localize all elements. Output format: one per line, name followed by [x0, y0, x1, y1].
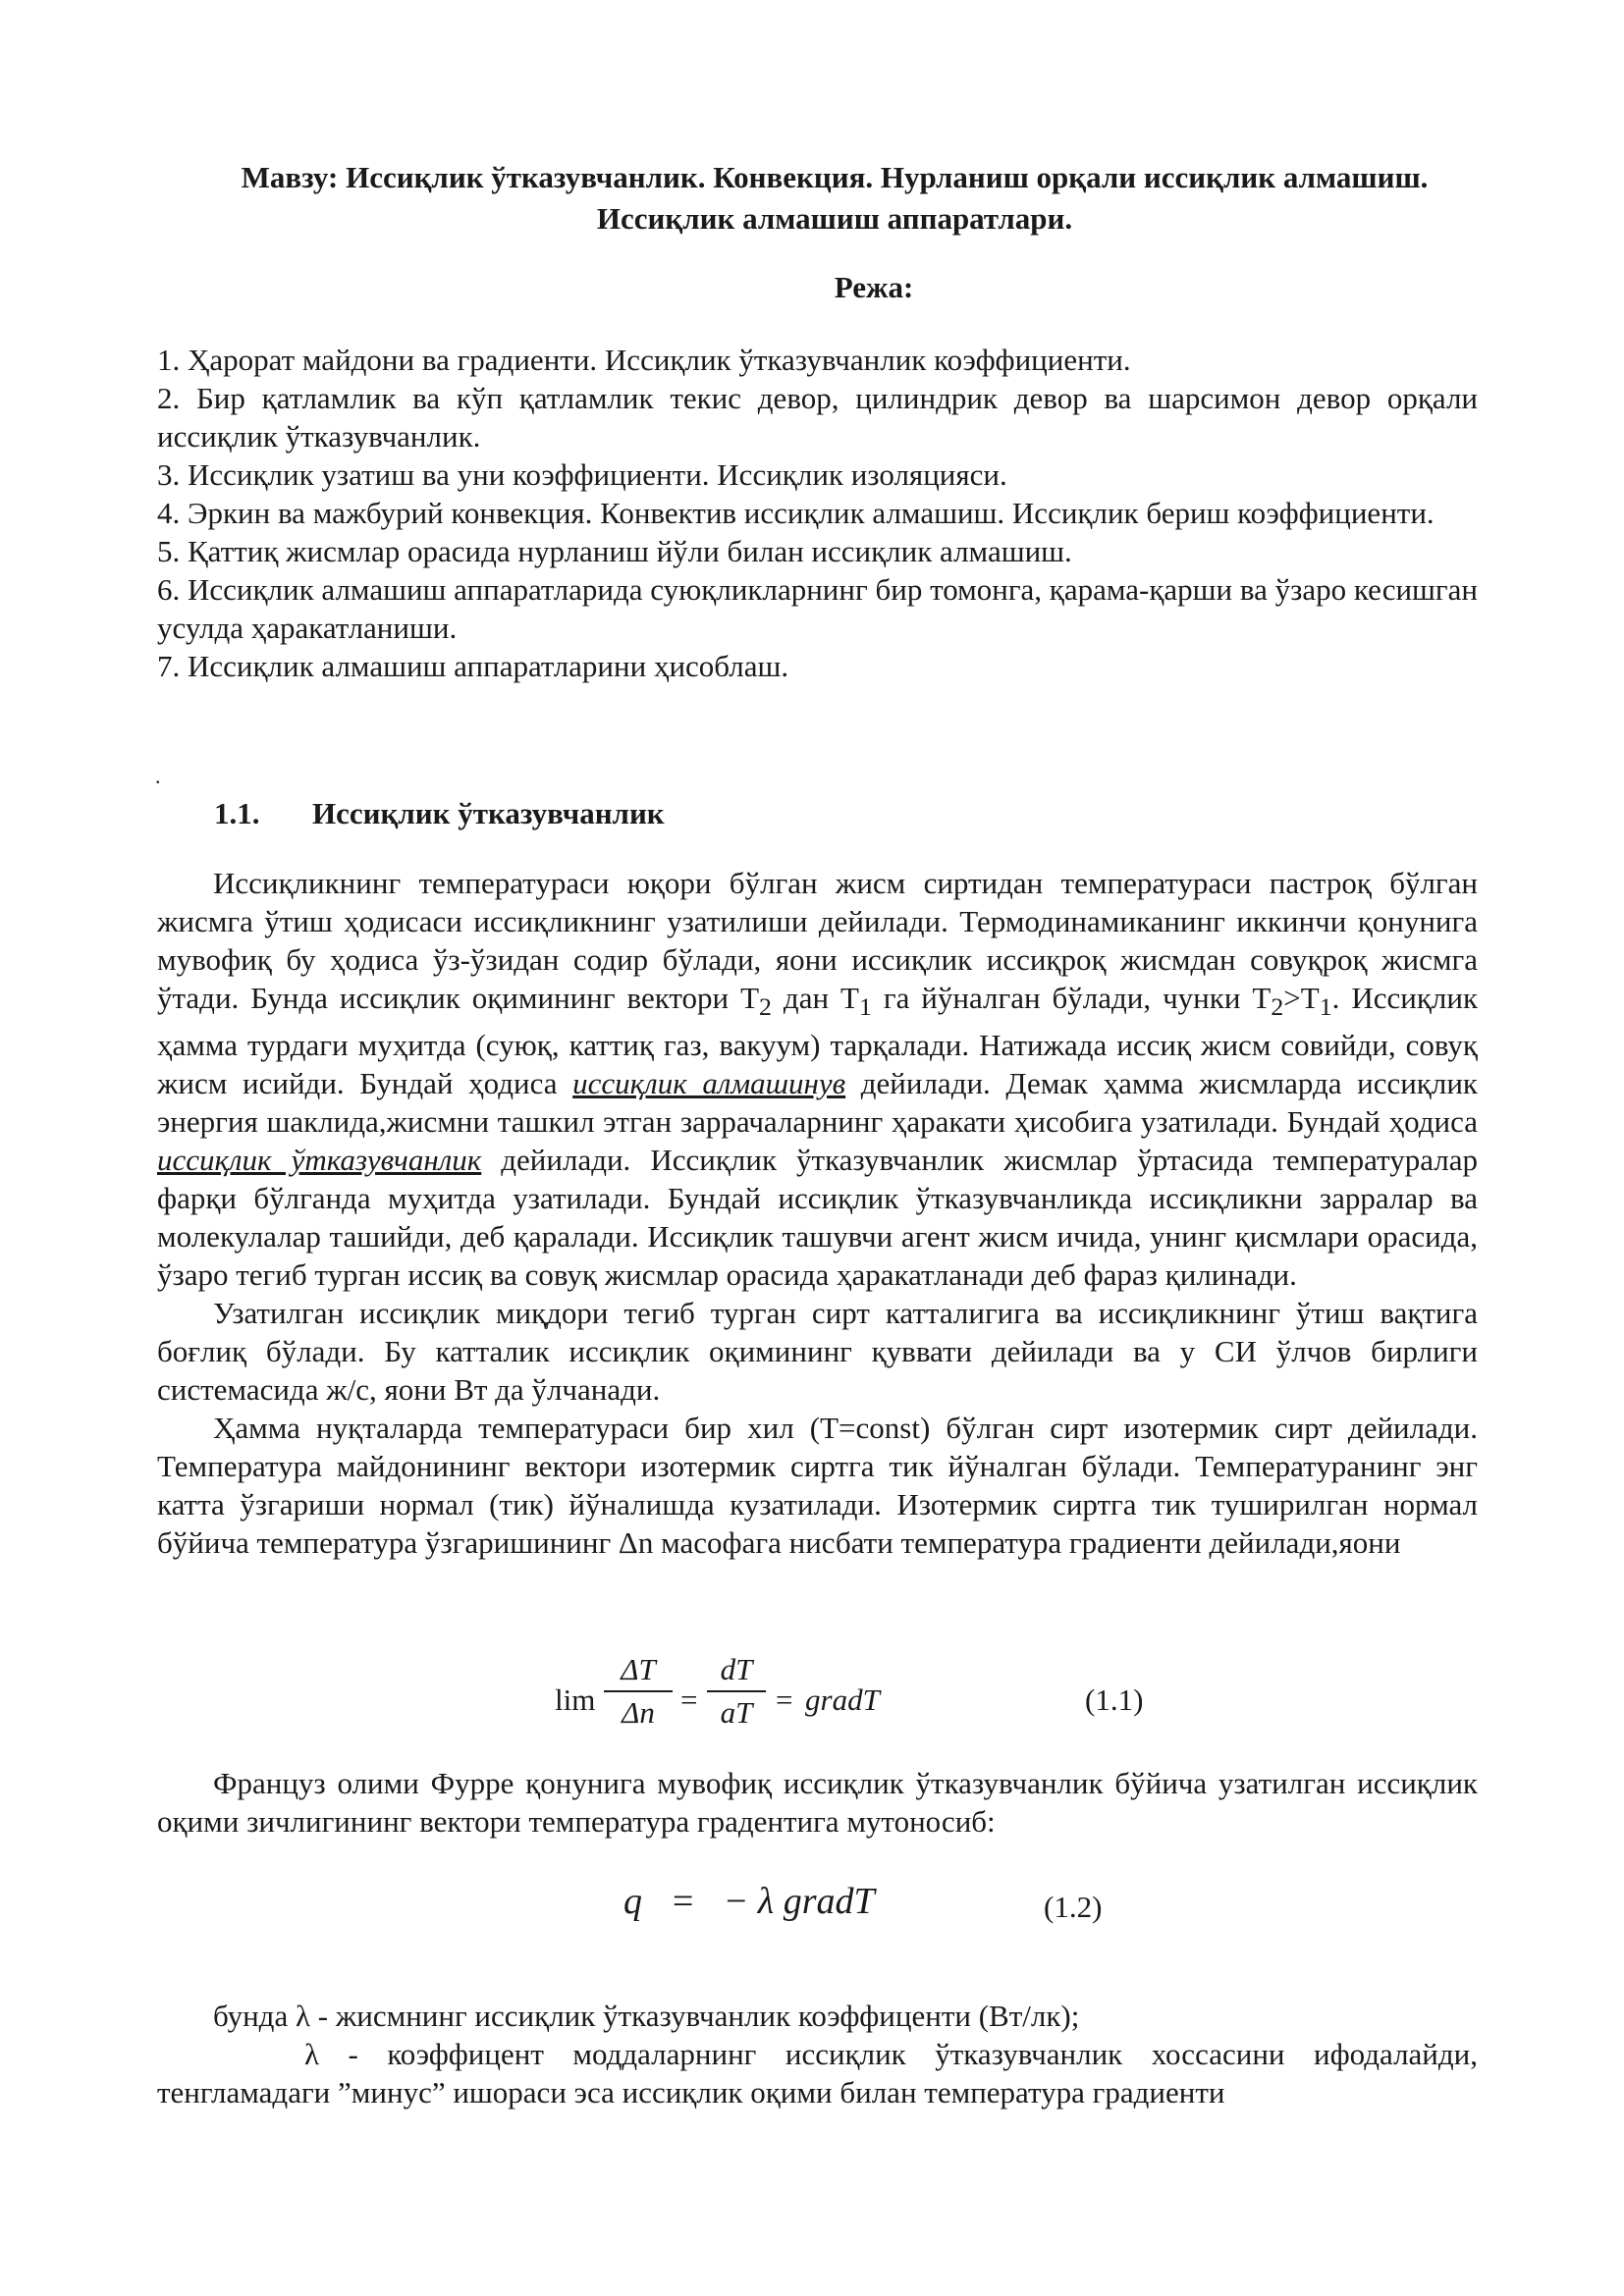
paragraph-3: Ҳамма нуқталарда температураси бир хил (Т=const) бўлган сирт изотермик сирт дейилади. Температура майдонининг вектори изотермик сиртга тик йўналган бўлади. Температуранинг энг катта ўзгариши нормал (тик) йўналишда кузатилади. Изотермик сиртга тик туширилган нормал бўйича температура ўзгаришининг Δn масофага нисбати температура градиенти дейилади,яони	[157, 1411, 1478, 1561]
plan-item: 4. Эркин ва мажбурий конвекция. Конвектив иссиқлик алмашиш. Иссиқлик бериш коэффициенти.	[157, 496, 1435, 530]
plan-item: 6. Иссиқлик алмашиш аппаратларида суюқликларнинг бир томонга, қарама-қарши ва ўзаро кесишган усулда ҳаракатланиши.	[157, 572, 1478, 645]
subscript: 1	[858, 992, 872, 1022]
formula-lim: lim	[555, 1682, 596, 1717]
document-title: Мавзу: Иссиқлик ўтказувчанлик. Конвекция. Нурланиш орқали иссиқлик алмашиш. Иссиқлик алмашиш аппаратлари.	[241, 160, 1429, 236]
plan-item: 2. Бир қатламлик ва кўп қатламлик текис девор, цилиндрик девор ва шарсимон девор орқали иссиқлик ўтказувчанлик.	[157, 381, 1478, 454]
equation-number: (1.1)	[1085, 1682, 1144, 1717]
section-body	[157, 864, 1478, 1562]
stray-dot: .	[155, 764, 161, 788]
paragraph-5: бунда λ - жисмнинг иссиқлик ўтказувчанлик коэффиценти (Вт/лк);	[213, 1999, 1080, 2033]
section-title: Иссиқлик ўтказувчанлик	[312, 796, 665, 830]
equation-number: (1.2)	[1044, 1890, 1103, 1924]
formula-rhs: gradT	[805, 1682, 880, 1717]
fourier-paragraph	[157, 1764, 1478, 1841]
plan-item: 7. Иссиқлик алмашиш аппаратларини ҳисоблаш.	[157, 649, 789, 683]
section-heading	[214, 793, 665, 834]
subscript: 1	[1319, 992, 1332, 1022]
formula-1-2: q = − λ gradT	[623, 1881, 875, 1922]
plan-item: 5. Қаттиқ жисмлар орасида нурланиш йўли билан иссиқлик алмашиш.	[157, 534, 1072, 568]
text-run: >Т	[1283, 981, 1320, 1015]
fraction-bar	[707, 1690, 766, 1692]
fraction-bar	[604, 1690, 673, 1692]
equals-sign: =	[680, 1682, 698, 1717]
lambda-paragraphs	[157, 1997, 1478, 2111]
equals-sign: =	[776, 1682, 793, 1717]
text-run: га йўналган бўлади, чунки Т	[871, 981, 1272, 1015]
fraction-2	[707, 1651, 766, 1732]
plan-item: 1. Ҳарорат майдони ва градиенти. Иссиқлик ўтказувчанлик коэффициенти.	[157, 343, 1131, 377]
fraction-numerator: dT	[720, 1652, 753, 1686]
text-run: дейилади. Демак ҳамма жисмларда иссиқлик энергия шаклида,жисмни ташкил этган заррачаларнинг ҳаракати ҳисобига узатилади. Бундай ҳодиса	[157, 1066, 1478, 1140]
fraction-1	[604, 1651, 673, 1732]
plan-heading: Режа:	[834, 270, 914, 304]
fraction-denominator: Δn	[622, 1695, 655, 1730]
text-run: дан Т	[771, 981, 859, 1015]
plan-item: 3. Иссиқлик узатиш ва уни коэффициенти. Иссиқлик изоляцияси.	[157, 457, 1007, 492]
text-run: Иссиқликнинг температураси юқори бўлган жисм сиртидан температураси пастроқ бўлган жисмга ўтиш ҳодисаси иссиқликнинг узатилиши дейилади. Термодинамиканинг иккинчи қонунига мувофиқ бу ҳодиса ўз-ўзидан содир бўлади, яони иссиқлик иссиқроқ жисмдан совуқроқ жисмга ўтади. Бунда иссиқлик оқимининг вектори Т	[157, 866, 1478, 1015]
paragraph-6: λ - коэффицент моддаларнинг иссиқлик ўтказувчанлик хоссасини ифодалайди, тенгламадаги ”минус” ишораси эса иссиқлик оқими билан температура градиенти	[157, 2037, 1478, 2109]
fraction-denominator: aT	[720, 1695, 753, 1730]
paragraph-4: Француз олими Фурре қонунига мувофиқ иссиқлик ўтказувчанлик бўйича узатилган иссиқлик оқими зичлигининг вектори температура градентига мутоносиб:	[157, 1766, 1478, 1839]
formula-1-1	[555, 1651, 1164, 1749]
underlined-term: иссиқлик алмашинув	[572, 1066, 846, 1101]
plan-list	[157, 341, 1478, 685]
paragraph-1	[157, 864, 1478, 1294]
text-run: . Иссиқлик ҳамма турдаги муҳитда (суюқ, каттиқ газ, вакуум) тарқалади. Натижада иссиқ жисм совийди, совуқ жисм исийди. Бундай ҳодиса	[157, 981, 1479, 1101]
underlined-term: иссиқлик ўтказувчанлик	[157, 1143, 482, 1178]
paragraph-2: Узатилган иссиқлик миқдори тегиб турган сирт катталигига ва иссиқликнинг ўтиш вақтига боғлиқ бўлади. Бу катталик иссиқлик оқимининг қуввати дейилади ва у СИ ўлчов бирлиги системасида ж/с, яони Вт да ўлчанади.	[157, 1296, 1478, 1408]
subscript: 2	[1271, 992, 1284, 1022]
section-number: 1.1.	[214, 796, 260, 830]
subscript: 2	[759, 992, 772, 1022]
fraction-numerator: ΔT	[621, 1652, 656, 1686]
text-run: дейилади. Иссиқлик ўтказувчанлик жисмлар ўртасида температуралар фарқи бўлганда муҳитда узатилади. Бундай иссиқлик ўтказувчанликда иссиқликни зарралар ва молекулалар ташийди, деб қаралади. Иссиқлик ташувчи агент жисм ичида, унинг қисмлари орасида, ўзаро тегиб турган иссиқ ва совуқ жисмлар орасида ҳаракатланади деб фараз қилинади.	[157, 1143, 1479, 1293]
